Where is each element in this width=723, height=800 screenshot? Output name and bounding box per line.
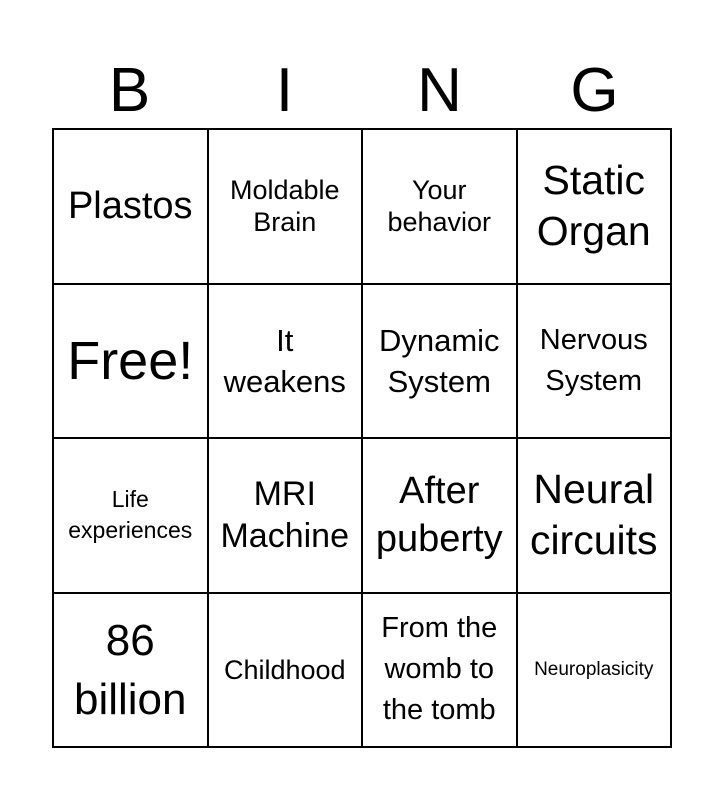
bingo-cell[interactable] [54, 594, 209, 749]
bingo-cell[interactable] [518, 130, 673, 285]
cell-label: From the womb to the tomb [381, 612, 498, 727]
cell-label: It weakens [223, 322, 346, 399]
bingo-cell[interactable] [363, 130, 518, 285]
cell-label: Your behavior [387, 175, 492, 238]
cell-label: Moldable Brain [229, 175, 340, 238]
cell-label: After puberty [375, 470, 503, 561]
cell-label: Dynamic System [378, 322, 500, 399]
cell-label: Nervous System [539, 323, 648, 397]
cell-label: Neuroplasicity [534, 658, 654, 680]
header-letter-i: I [275, 56, 294, 125]
bingo-cell[interactable] [518, 439, 673, 594]
bingo-header [52, 56, 672, 126]
bingo-board [52, 128, 672, 748]
cell-label: 86 billion [73, 615, 187, 724]
cell-label: Plastos [67, 185, 193, 228]
cell-label: Static Organ [536, 157, 651, 255]
bingo-cell[interactable] [209, 130, 364, 285]
bingo-cell[interactable] [363, 594, 518, 749]
bingo-cell[interactable] [209, 439, 364, 594]
cell-label: Life experiences [68, 486, 193, 544]
bingo-cell[interactable] [518, 285, 673, 440]
bingo-cell[interactable] [363, 439, 518, 594]
header-letter-g: G [570, 56, 619, 125]
bingo-cell[interactable] [209, 594, 364, 749]
bingo-cell[interactable] [363, 285, 518, 440]
cell-label: Childhood [223, 654, 346, 685]
header-letter-n: N [417, 56, 462, 125]
free-space-label: Free! [67, 330, 194, 391]
cell-label: MRI Machine [220, 475, 349, 556]
header-letter-b: B [108, 56, 151, 125]
bingo-cell[interactable] [54, 439, 209, 594]
bingo-cell[interactable] [518, 594, 673, 749]
bingo-cell[interactable] [209, 285, 364, 440]
cell-label: Neural circuits [529, 466, 658, 564]
bingo-cell[interactable] [54, 130, 209, 285]
free-space[interactable] [54, 285, 209, 440]
